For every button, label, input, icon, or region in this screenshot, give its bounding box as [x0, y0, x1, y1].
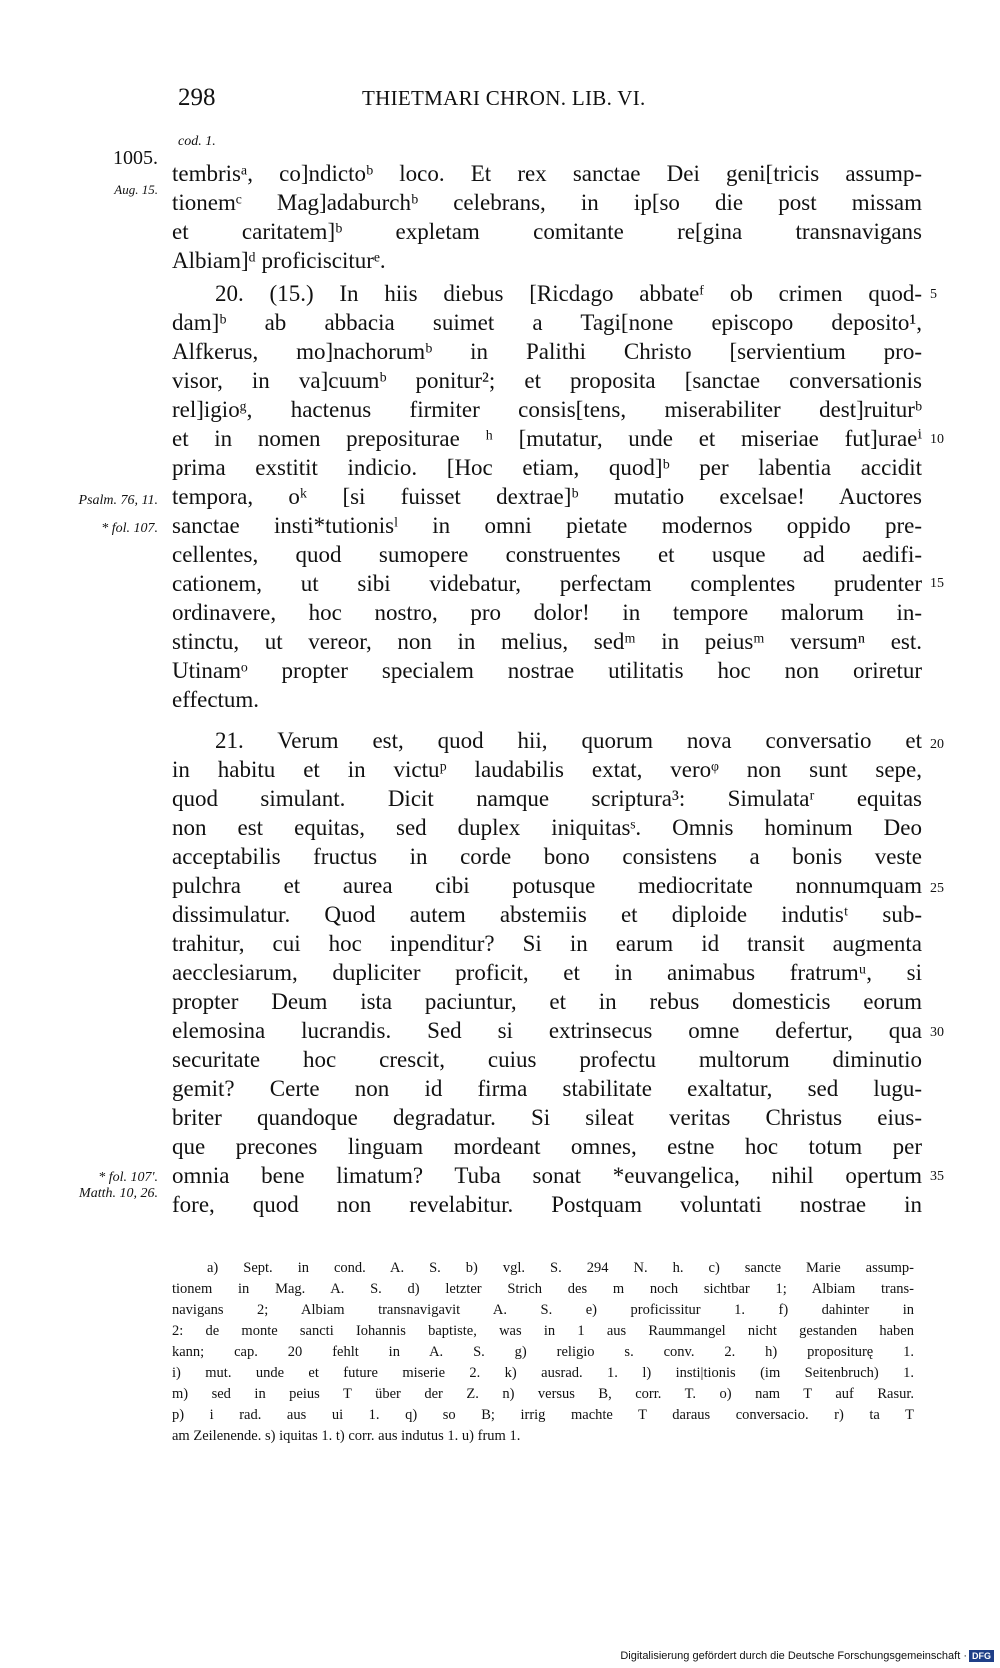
- text-line: 20. (15.) In hiis diebus [Ricdago abbateᶠ ob crimen quod-: [215, 281, 922, 306]
- text-line: dam]ᵇ ab abbacia suimet a Tagi[none episcopo deposito¹,: [172, 310, 922, 335]
- text-line: elemosina lucrandis. Sed si extrinsecus omne defertur, qua: [172, 1018, 922, 1043]
- footnote-line: m) sed in peius T über der Z. n) versus B, corr. T. o) nam T auf Rasur.: [172, 1386, 914, 1402]
- text-line: quod simulant. Dicit namque scriptura³: Simulataʳ equitas: [172, 786, 922, 811]
- footnote-line: kann; cap. 20 fehlt in A. S. g) religio s. conv. 2. h) propositurę 1.: [172, 1344, 914, 1360]
- margin-matthew-reference: Matth. 10, 26.: [79, 1186, 158, 1201]
- line-number: 30: [930, 1025, 944, 1040]
- footer-text: Digitalisierung gefördert durch die Deutsche Forschungsgemeinschaft ·: [620, 1650, 967, 1662]
- page-number: 298: [178, 84, 216, 111]
- text-line: 21. Verum est, quod hii, quorum nova conversatio et: [215, 728, 922, 753]
- text-line: trahitur, cui hoc inpenditur? Si in earum id transit augmenta: [172, 931, 922, 956]
- text-line: pulchra et aurea cibi potusque mediocritate nonnumquam: [172, 873, 922, 898]
- text-line: rel]igioᵍ, hactenus firmiter consis[tens, miserabiliter dest]ruiturᵇ: [172, 397, 922, 422]
- footnote-line: a) Sept. in cond. A. S. b) vgl. S. 294 N. h. c) sancte Marie assump-: [207, 1260, 914, 1276]
- text-line: gemit? Certe non id firma stabilitate exaltatur, sed lugu-: [172, 1076, 922, 1101]
- text-line: dissimulatur. Quod autem abstemiis et diploide indutisᵗ sub-: [172, 902, 922, 927]
- footnote-line: p) i rad. aus ui 1. q) so B; irrig machte T daraus conversacio. r) ta T: [172, 1407, 914, 1423]
- line-number: 25: [930, 881, 944, 896]
- line-number: 20: [930, 737, 944, 752]
- margin-psalm-reference: Psalm. 76, 11.: [78, 493, 158, 508]
- text-line: ordinavere, hoc nostro, pro dolor! in tempore malorum in-: [172, 600, 922, 625]
- text-line: non est equitas, sed duplex iniquitasˢ. Omnis hominum Deo: [172, 815, 922, 840]
- text-line: Utinamᵒ propter specialem nostrae utilitatis hoc non oriretur: [172, 658, 922, 683]
- footnote-line: navigans 2; Albiam transnavigavit A. S. e) proficissitur 1. f) dahinter in: [172, 1302, 914, 1318]
- line-number: 5: [930, 287, 937, 302]
- footnote-line: 2: de monte sancti Iohannis baptiste, was in 1 aus Raummangel nicht gestanden haben: [172, 1323, 914, 1339]
- text-line: aecclesiarum, dupliciter proficit, et in animabus fratrumᵘ, si: [172, 960, 922, 985]
- text-line: sanctae insti*tutionisˡ in omni pietate modernos oppido pre-: [172, 513, 922, 538]
- text-line: securitate hoc crescit, cuius profectu multorum diminutio: [172, 1047, 922, 1072]
- footnote-line: i) mut. unde et future miserie 2. k) ausrad. 1. l) insti|tionis (im Seitenbruch) 1.: [172, 1365, 914, 1381]
- margin-folio-107: * fol. 107.: [101, 521, 158, 536]
- text-line: propter Deum ista paciuntur, et in rebus domesticis eorum: [172, 989, 922, 1014]
- line-number: 35: [930, 1169, 944, 1184]
- text-line: in habitu et in victuᵖ laudabilis extat, veroᵠ non sunt sepe,: [172, 757, 922, 782]
- text-line: Albiam]ᵈ proficisciturᵉ.: [172, 248, 386, 273]
- line-number: 10: [930, 432, 944, 447]
- running-title: THIETMARI CHRON. LIB. VI.: [362, 86, 646, 110]
- text-line: Alfkerus, mo]nachorumᵇ in Palithi Christo [servientium pro-: [172, 339, 922, 364]
- text-line: cellentes, quod sumopere construentes et usque ad aedifi-: [172, 542, 922, 567]
- margin-year: 1005.: [113, 147, 158, 169]
- text-line: visor, in va]cuumᵇ ponitur²; et proposita [sanctae conversationis: [172, 368, 922, 393]
- text-line: effectum.: [172, 687, 260, 712]
- text-line: briter quandoque degradatur. Si sileat veritas Christus eius-: [172, 1105, 922, 1130]
- footnote-line: am Zeilenende. s) iquitas 1. t) corr. aus indutus 1. u) frum 1.: [172, 1428, 521, 1444]
- digitization-footer: [620, 1650, 994, 1662]
- codex-note: cod. 1.: [178, 134, 216, 149]
- line-number: 15: [930, 576, 944, 591]
- margin-folio-107v: * fol. 107'.: [98, 1170, 158, 1185]
- text-line: que precones linguam mordeant omnes, estne hoc totum per: [172, 1134, 922, 1159]
- footnote-line: tionem in Mag. A. S. d) letzter Strich des m noch sichtbar 1; Albiam trans-: [172, 1281, 914, 1297]
- text-line: omnia bene limatum? Tuba sonat *euvangelica, nihil opertum: [172, 1163, 922, 1188]
- text-line: cationem, ut sibi videbatur, perfectam complentes prudenter: [172, 571, 922, 596]
- margin-date: Aug. 15.: [114, 182, 158, 197]
- text-line: acceptabilis fructus in corde bono consistens a bonis veste: [172, 844, 922, 869]
- text-line: et caritatem]ᵇ expletam comitante re[gina transnavigans: [172, 219, 922, 244]
- text-line: fore, quod non revelabitur. Postquam voluntati nostrae in: [172, 1192, 922, 1217]
- text-line: tionemᶜ Mag]adaburchᵇ celebrans, in ip[so die post missam: [172, 190, 922, 215]
- page-header: [178, 84, 738, 114]
- text-line: et in nomen prepositurae ʰ [mutatur, unde et miseriae fut]uraeⁱ: [172, 426, 922, 451]
- text-line: tembrisᵃ, co]ndictoᵇ loco. Et rex sanctae Dei geni[tricis assump-: [172, 161, 922, 186]
- text-line: tempora, oᵏ [si fuisset dextrae]ᵇ mutatio excelsae! Auctores: [172, 484, 922, 509]
- text-line: prima exstitit indicio. [Hoc etiam, quod]ᵇ per labentia accidit: [172, 455, 922, 480]
- dfg-logo: DFG: [969, 1650, 994, 1662]
- text-line: stinctu, ut vereor, non in melius, sedᵐ in peiusᵐ versumⁿ est.: [172, 629, 922, 654]
